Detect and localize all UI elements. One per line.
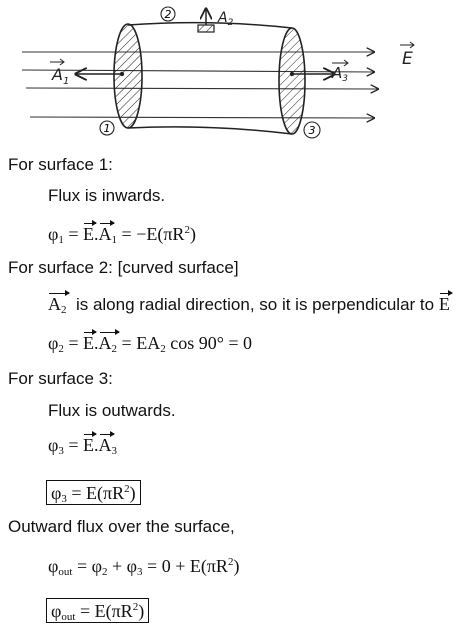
surface-2-note-text: is along radial direction, so it is perpendicular to bbox=[75, 295, 435, 314]
surface-1-heading: For surface 1: bbox=[8, 155, 113, 174]
label-a1: $A_1$ bbox=[52, 65, 70, 87]
surface-1-cap bbox=[114, 24, 142, 128]
label-a2: $A_2$ bbox=[218, 10, 234, 28]
outward-equation: $\varphi_{out} = \varphi_2 + \varphi_3 = 0 + E(\pi R^2)$ bbox=[48, 556, 240, 578]
label-a3: $A_3$ bbox=[332, 64, 348, 84]
surface-2-equation: $\varphi_2 = E.A_2 = EA_2$ cos 90° = 0 bbox=[48, 333, 252, 359]
surface-3-result: $\varphi_3 = E(\pi R^2)$ bbox=[46, 479, 141, 509]
label-surface-3: 3 bbox=[308, 124, 316, 137]
outward-result: $\varphi_{out} = E(\pi R^2)$ bbox=[46, 597, 149, 627]
surface-3-heading: For surface 3: bbox=[8, 369, 113, 388]
outward-heading: Outward flux over the surface, bbox=[8, 517, 235, 536]
area-patch bbox=[198, 25, 214, 32]
surface-1-equation: $\varphi_1 = E.A_1 = -E(\pi R^2)$ bbox=[48, 224, 196, 246]
label-e: E bbox=[402, 49, 413, 69]
cylinder-figure bbox=[0, 0, 474, 148]
surface-1-note: Flux is inwards. bbox=[48, 186, 166, 205]
surface-3-cap bbox=[279, 28, 305, 134]
label-surface-1: 1 bbox=[103, 122, 111, 135]
surface-2-heading: For surface 2: [curved surface] bbox=[8, 258, 239, 277]
surface-3-note: Flux is outwards. bbox=[48, 401, 176, 420]
surface-2-note: $A_2$ is along radial direction, so it is perpendicular to E bbox=[48, 294, 450, 320]
field-lines bbox=[22, 52, 378, 118]
label-surface-2: 2 bbox=[164, 8, 172, 21]
surface-3-equation: $\varphi_3 = E.A_3$ bbox=[48, 435, 118, 457]
